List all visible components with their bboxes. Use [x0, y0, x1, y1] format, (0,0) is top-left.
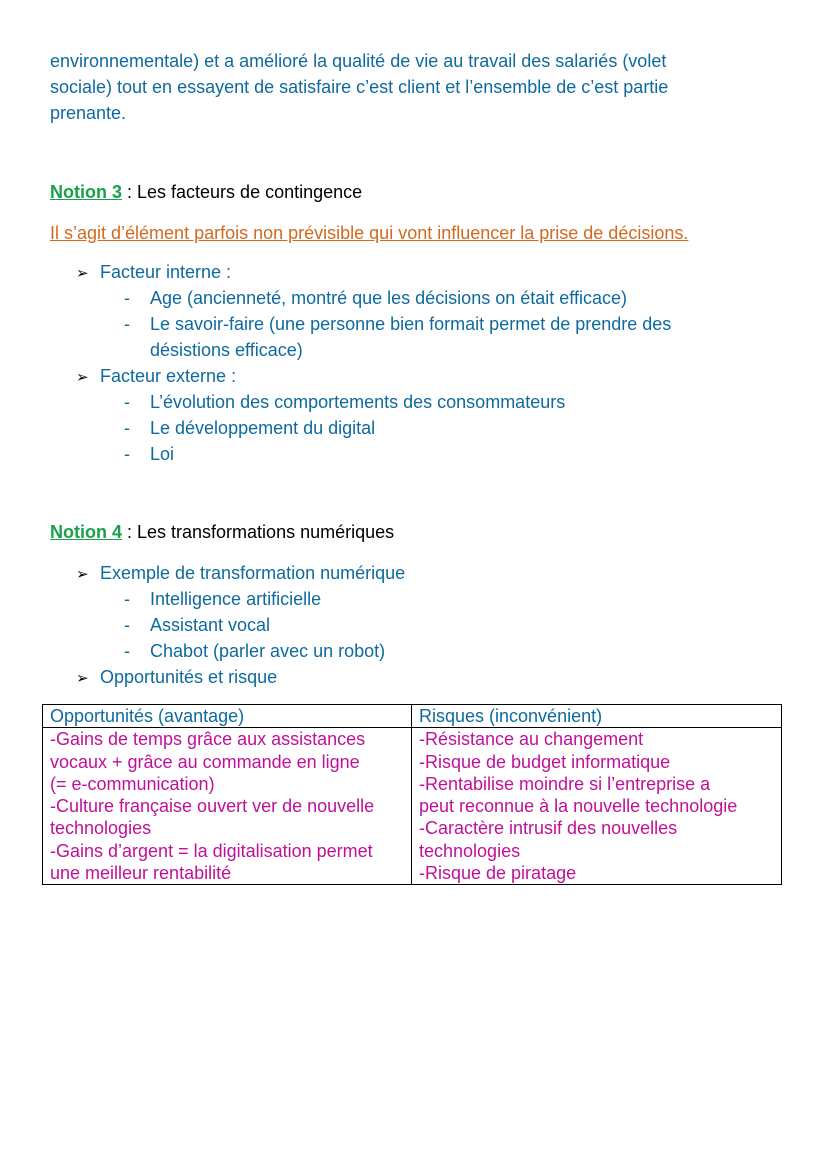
- dash-bullet: -: [124, 615, 130, 635]
- arrowhead-bullet-icon: ➢: [76, 265, 89, 282]
- intro-line-2: sociale) tout en essayent de satisfaire c’est client et l’ensemble de c’est partie: [50, 77, 669, 97]
- list-item: [124, 285, 627, 311]
- notion3-title: : Les facteurs de contingence: [122, 182, 363, 202]
- opportunities-risks-table: [42, 704, 782, 885]
- notion3-group-internal: [76, 259, 231, 287]
- list-item-continuation: désistions efficace): [150, 340, 303, 360]
- cell-line: technologies: [419, 840, 521, 861]
- dash-bullet: -: [124, 444, 130, 464]
- notion4-group-opportunities: [76, 664, 277, 692]
- notion3-group-external: [76, 363, 236, 391]
- arrowhead-bullet-icon: ➢: [76, 369, 89, 386]
- risks-cell: [412, 728, 782, 885]
- list-item-text: Chabot (parler avec un robot): [150, 641, 386, 661]
- cell-line: une meilleur rentabilité: [50, 863, 232, 884]
- cell-line: -Rentabilise moindre si l’entreprise a: [419, 773, 711, 794]
- cell-line: -Résistance au changement: [419, 729, 644, 750]
- notion4-heading: [50, 519, 394, 545]
- notion4-title: : Les transformations numériques: [122, 522, 395, 542]
- cell-line: (= e-communication): [50, 773, 215, 794]
- dash-bullet: -: [124, 418, 130, 438]
- arrowhead-bullet-icon: ➢: [76, 566, 89, 583]
- cell-line: vocaux + grâce au commande en ligne: [50, 751, 360, 772]
- cell-line: -Culture française ouvert ver de nouvelle: [50, 796, 375, 817]
- cell-line: technologies: [50, 818, 152, 839]
- arrowhead-bullet-icon: ➢: [76, 670, 89, 687]
- intro-line-3: prenante.: [50, 103, 127, 123]
- list-item-text: Intelligence artificielle: [150, 589, 322, 609]
- group-heading: Facteur externe :: [100, 366, 237, 386]
- list-item-text: Age (ancienneté, montré que les décisions on était efficace): [150, 288, 627, 308]
- list-item: [124, 389, 565, 415]
- group-heading: Exemple de transformation numérique: [100, 563, 406, 583]
- opportunities-cell: [43, 728, 412, 885]
- intro-line-1: environnementale) et a amélioré la qualité de vie au travail des salariés (volet: [50, 51, 667, 71]
- table-header-opportunities: Opportunités (avantage): [43, 705, 412, 728]
- table-header-row: [43, 705, 782, 728]
- list-item-text: L’évolution des comportements des consommateurs: [150, 392, 566, 412]
- dash-bullet: -: [124, 392, 130, 412]
- group-heading: Facteur interne :: [100, 262, 232, 282]
- dash-bullet: -: [124, 314, 130, 334]
- notion4-label: Notion 4: [50, 522, 122, 542]
- list-item: [124, 441, 174, 467]
- dash-bullet: -: [124, 288, 130, 308]
- table-header-risks: Risques (inconvénient): [412, 705, 782, 728]
- dash-bullet: -: [124, 589, 130, 609]
- list-item-text: Loi: [150, 444, 175, 464]
- list-item-text: Le savoir-faire (une personne bien formait permet de prendre des: [150, 314, 672, 334]
- cell-line: -Gains de temps grâce aux assistances: [50, 729, 366, 750]
- list-item: [124, 311, 671, 337]
- list-item-text: Assistant vocal: [150, 615, 271, 635]
- cell-line: -Risque de budget informatique: [419, 751, 671, 772]
- list-item: [124, 415, 375, 441]
- notion3-heading: [50, 179, 362, 205]
- group-heading: Opportunités et risque: [100, 667, 278, 687]
- cell-line: -Risque de piratage: [419, 863, 577, 884]
- list-item: [124, 612, 270, 638]
- cell-line: -Caractère intrusif des nouvelles: [419, 818, 678, 839]
- list-item: [124, 586, 321, 612]
- cell-line: peut reconnue à la nouvelle technologie: [419, 796, 738, 817]
- notion4-group-examples: [76, 560, 405, 588]
- notion3-label: Notion 3: [50, 182, 122, 202]
- cell-line: -Gains d’argent = la digitalisation permet: [50, 840, 373, 861]
- list-item: [124, 638, 385, 664]
- dash-bullet: -: [124, 641, 130, 661]
- list-item-text: Le développement du digital: [150, 418, 376, 438]
- table-row: [43, 728, 782, 885]
- notion3-definition: Il s’agit d’élément parfois non prévisible qui vont influencer la prise de décisions.: [50, 223, 689, 243]
